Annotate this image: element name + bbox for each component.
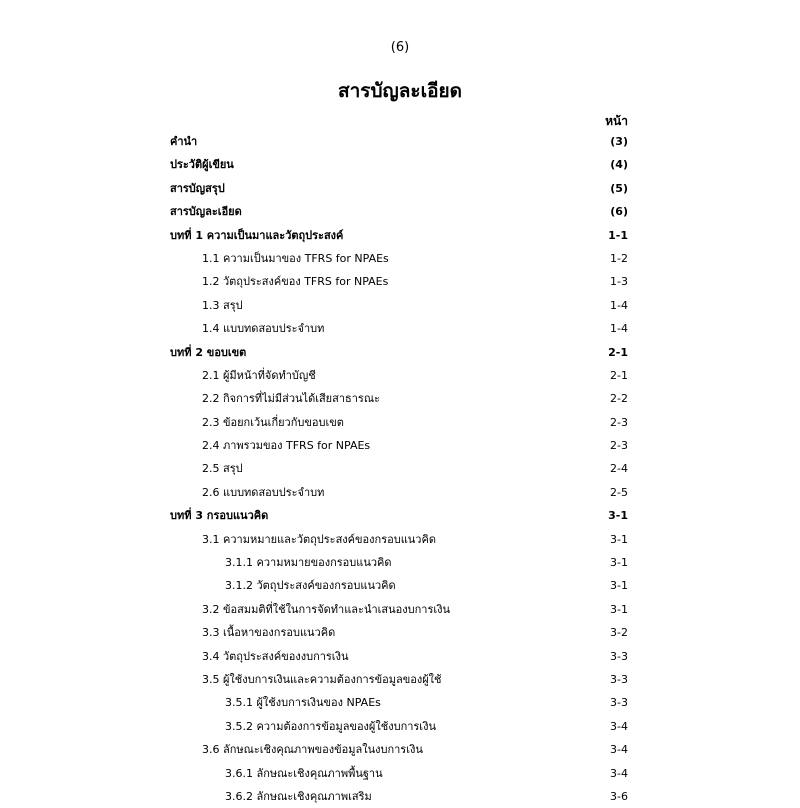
toc-entry xyxy=(0,317,800,340)
toc-entry xyxy=(0,762,800,785)
toc-entry-label: บทที่ 1 ความเป็นมาและวัตถุประสงค์ xyxy=(170,228,344,242)
toc-entry-label: 3.5.2 ความต้องการข้อมูลของผู้ใช้งบการเงิน xyxy=(225,719,436,733)
toc-entry xyxy=(0,341,800,364)
toc-entry-page: 2-1 xyxy=(610,368,628,382)
toc-entry-page: 3-1 xyxy=(610,532,628,546)
toc-entry xyxy=(0,270,800,293)
toc-entry-label: 2.3 ข้อยกเว้นเกี่ยวกับขอบเขต xyxy=(202,415,344,429)
toc-entry xyxy=(0,481,800,504)
page-title: สารบัญละเอียด xyxy=(338,80,462,102)
toc-entry-label: 2.5 สรุป xyxy=(202,462,243,476)
toc-entry-label: 3.6.1 ลักษณะเชิงคุณภาพพื้นฐาน xyxy=(225,766,383,780)
toc-entry-label: บทที่ 3 กรอบแนวคิด xyxy=(170,509,269,523)
toc-entry xyxy=(0,411,800,434)
toc-entry-page: (6) xyxy=(610,205,628,219)
toc-entry-page: 3-1 xyxy=(610,602,628,616)
toc-entry-page: 3-1 xyxy=(610,579,628,593)
toc-entry-page: 2-2 xyxy=(610,392,628,406)
toc-entry-label: 2.2 กิจการที่ไม่มีส่วนได้เสียสาธารณะ xyxy=(202,392,380,406)
toc-entry-page: (4) xyxy=(610,158,628,172)
toc-entry-page: 1-4 xyxy=(610,298,628,312)
toc-entry-page: 3-3 xyxy=(610,649,628,663)
toc-entry xyxy=(0,364,800,387)
toc-entry xyxy=(0,574,800,597)
toc-entry-page: 3-1 xyxy=(608,509,628,523)
toc-entry-page: 3-4 xyxy=(610,766,628,780)
toc-entry-label: 3.5 ผู้ใช้งบการเงินและความต้องการข้อมูลของผู้ใช้ xyxy=(202,672,442,686)
toc-entry-label: 3.4 วัตถุประสงค์ของงบการเงิน xyxy=(202,649,349,663)
toc-entry-label: คำนำ xyxy=(170,135,198,148)
page-column-header: หน้า xyxy=(605,114,628,128)
toc-entry xyxy=(0,224,800,247)
toc-entry-label: ประวัติผู้เขียน xyxy=(170,158,234,172)
toc-entry-label: 1.2 วัตถุประสงค์ของ TFRS for NPAEs xyxy=(202,275,389,289)
toc-entry-label: สารบัญละเอียด xyxy=(170,205,242,219)
toc-entry-page: 2-5 xyxy=(610,485,628,499)
toc-entry xyxy=(0,130,800,153)
toc-entry-label: 3.1 ความหมายและวัตถุประสงค์ของกรอบแนวคิด xyxy=(202,532,436,546)
toc-entry-label: 2.4 ภาพรวมของ TFRS for NPAEs xyxy=(202,439,371,453)
toc-entry xyxy=(0,153,800,176)
toc-entry-page: 3-2 xyxy=(610,626,628,640)
toc-entry xyxy=(0,785,800,808)
toc-entry xyxy=(0,738,800,761)
toc-entry xyxy=(0,294,800,317)
toc-entry-label: 3.1.2 วัตถุประสงค์ของกรอบแนวคิด xyxy=(225,579,396,593)
toc-entry-label: 2.1 ผู้มีหน้าที่จัดทำบัญชี xyxy=(202,368,316,382)
toc-entry xyxy=(0,528,800,551)
toc-entry-page: 3-3 xyxy=(610,696,628,710)
toc-entry-page: (3) xyxy=(610,135,628,148)
toc-entry-page: 3-4 xyxy=(610,719,628,733)
toc-entry-page: 1-4 xyxy=(610,322,628,336)
toc-entry-label: บทที่ 2 ขอบเขต xyxy=(170,345,247,359)
toc-entry-page: 2-1 xyxy=(608,345,628,359)
toc-entry-label: 3.1.1 ความหมายของกรอบแนวคิด xyxy=(225,556,392,570)
toc-entry-page: 3-1 xyxy=(610,556,628,570)
toc-entry-page: 1-1 xyxy=(608,228,628,242)
toc-entry xyxy=(0,387,800,410)
toc-entry-label: 3.3 เนื้อหาของกรอบแนวคิด xyxy=(202,626,336,640)
toc-entry xyxy=(0,668,800,691)
toc-entry-label: 2.6 แบบทดสอบประจำบท xyxy=(202,485,325,499)
toc-entry xyxy=(0,434,800,457)
toc-entry-label: 3.6.2 ลักษณะเชิงคุณภาพเสริม xyxy=(225,789,372,803)
toc-entry xyxy=(0,621,800,644)
toc-entry xyxy=(0,551,800,574)
table-of-contents xyxy=(0,130,800,808)
toc-entry xyxy=(0,177,800,200)
toc-entry xyxy=(0,200,800,223)
toc-entry-page: 2-3 xyxy=(610,439,628,453)
toc-entry-page: 2-3 xyxy=(610,415,628,429)
toc-entry-label: 3.6 ลักษณะเชิงคุณภาพของข้อมูลในงบการเงิน xyxy=(202,743,423,757)
toc-entry xyxy=(0,247,800,270)
toc-entry xyxy=(0,715,800,738)
toc-entry xyxy=(0,645,800,668)
toc-entry-page: 3-3 xyxy=(610,672,628,686)
toc-entry-label: 3.2 ข้อสมมติที่ใช้ในการจัดทำและนำเสนองบการเงิน xyxy=(202,602,450,616)
toc-entry-page: 1-2 xyxy=(610,251,628,265)
toc-entry xyxy=(0,504,800,527)
toc-entry-label: 1.3 สรุป xyxy=(202,298,243,312)
toc-entry xyxy=(0,691,800,714)
page-number: (6) xyxy=(390,40,410,55)
toc-entry-label: สารบัญสรุป xyxy=(170,181,225,195)
toc-entry-label: 3.5.1 ผู้ใช้งบการเงินของ NPAEs xyxy=(225,696,381,710)
toc-entry-page: 2-4 xyxy=(610,462,628,476)
toc-entry-label: 1.4 แบบทดสอบประจำบท xyxy=(202,322,325,336)
toc-entry xyxy=(0,457,800,480)
toc-entry-page: 1-3 xyxy=(610,275,628,289)
toc-entry-page: 3-6 xyxy=(610,789,628,803)
toc-entry-page: (5) xyxy=(610,181,628,195)
toc-entry-label: 1.1 ความเป็นมาของ TFRS for NPAEs xyxy=(202,251,389,265)
toc-entry xyxy=(0,598,800,621)
toc-entry-page: 3-4 xyxy=(610,743,628,757)
